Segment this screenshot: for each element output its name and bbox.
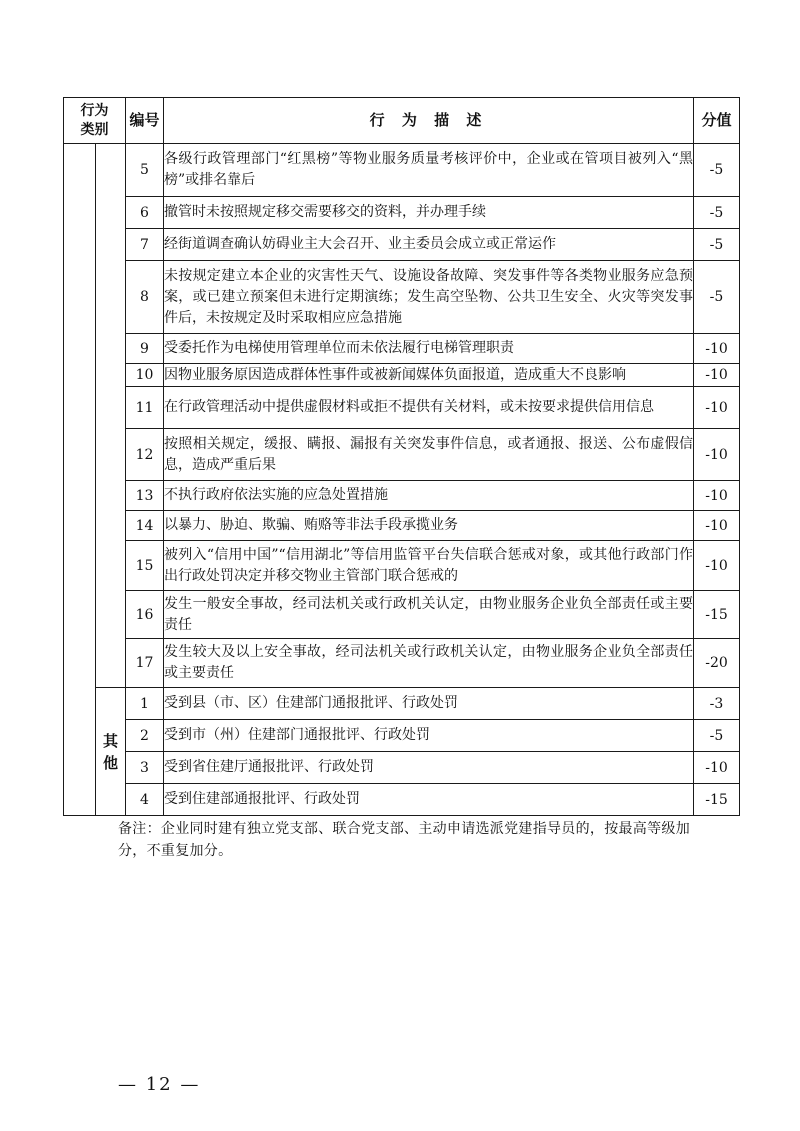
row-description: 被列入“信用中国”“信用湖北”等信用监管平台失信联合惩戒对象，或其他行政部门作出行政处罚决定并移交物业主管部门联合惩戒的	[164, 541, 694, 591]
behavior-score-table	[63, 97, 740, 816]
table-row	[64, 752, 740, 784]
row-description: 撤管时未按照规定移交需要移交的资料，并办理手续	[164, 197, 694, 229]
row-description: 发生一般安全事故，经司法机关或行政机关认定，由物业服务企业负全部责任或主要责任	[164, 591, 694, 639]
row-score: -10	[694, 541, 740, 591]
row-score: -5	[694, 261, 740, 334]
row-number: 15	[126, 541, 164, 591]
table-row	[64, 229, 740, 261]
table-body	[64, 144, 740, 816]
row-number: 9	[126, 334, 164, 364]
header-score: 分值	[694, 98, 740, 144]
category-cell-inner	[96, 144, 126, 688]
table-row	[64, 511, 740, 541]
row-score: -15	[694, 591, 740, 639]
row-description: 按照相关规定，缓报、瞒报、漏报有关突发事件信息，或者通报、报送、公布虚假信息，造成严重后果	[164, 429, 694, 481]
row-number: 12	[126, 429, 164, 481]
row-description: 受到市（州）住建部门通报批评、行政处罚	[164, 720, 694, 752]
header-description: 行 为 描 述	[164, 98, 694, 144]
row-description: 受委托作为电梯使用管理单位而未依法履行电梯管理职责	[164, 334, 694, 364]
row-description: 受到住建部通报批评、行政处罚	[164, 784, 694, 816]
table-row	[64, 639, 740, 688]
row-score: -10	[694, 364, 740, 387]
row-score: -10	[694, 429, 740, 481]
page-number: — 12 —	[118, 1074, 201, 1095]
table-header-row	[64, 98, 740, 144]
row-score: -20	[694, 639, 740, 688]
row-number: 2	[126, 720, 164, 752]
row-description: 受到省住建厅通报批评、行政处罚	[164, 752, 694, 784]
table-row	[64, 334, 740, 364]
table-row	[64, 261, 740, 334]
table-row	[64, 784, 740, 816]
row-description: 各级行政管理部门“红黑榜”等物业服务质量考核评价中，企业或在管项目被列入“黑榜”或排名靠后	[164, 144, 694, 197]
header-category: 行为 类别	[64, 98, 126, 144]
row-number: 16	[126, 591, 164, 639]
row-score: -10	[694, 511, 740, 541]
table-row	[64, 197, 740, 229]
row-score: -10	[694, 387, 740, 429]
row-description: 受到县（市、区）住建部门通报批评、行政处罚	[164, 688, 694, 720]
row-score: -5	[694, 144, 740, 197]
row-score: -10	[694, 752, 740, 784]
table-row	[64, 720, 740, 752]
row-score: -5	[694, 229, 740, 261]
table-row	[64, 364, 740, 387]
row-number: 5	[126, 144, 164, 197]
row-description: 未按规定建立本企业的灾害性天气、设施设备故障、突发事件等各类物业服务应急预案，或已建立预案但未进行定期演练；发生高空坠物、公共卫生安全、火灾等突发事件后，未按规定及时采取相应应急措施	[164, 261, 694, 334]
row-score: -15	[694, 784, 740, 816]
table-row	[64, 429, 740, 481]
category-other	[96, 688, 126, 816]
row-number: 8	[126, 261, 164, 334]
table-row	[64, 591, 740, 639]
table-row	[64, 688, 740, 720]
table-row	[64, 144, 740, 197]
table-note: 备注：企业同时建有独立党支部、联合党支部、主动申请选派党建指导员的，按最高等级加分，不重复加分。	[118, 821, 690, 859]
row-number: 14	[126, 511, 164, 541]
row-number: 6	[126, 197, 164, 229]
row-description: 以暴力、胁迫、欺骗、贿赂等非法手段承揽业务	[164, 511, 694, 541]
row-description: 在行政管理活动中提供虚假材料或拒不提供有关材料，或未按要求提供信用信息	[164, 387, 694, 429]
table-row	[64, 481, 740, 511]
row-number: 11	[126, 387, 164, 429]
table-row	[64, 387, 740, 429]
row-number: 17	[126, 639, 164, 688]
row-number: 3	[126, 752, 164, 784]
category-other-label: 其 他	[102, 731, 118, 772]
row-score: -10	[694, 334, 740, 364]
row-number: 7	[126, 229, 164, 261]
row-description: 发生较大及以上安全事故，经司法机关或行政机关认定，由物业服务企业负全部责任或主要责任	[164, 639, 694, 688]
row-description: 因物业服务原因造成群体性事件或被新闻媒体负面报道，造成重大不良影响	[164, 364, 694, 387]
row-description: 不执行政府依法实施的应急处置措施	[164, 481, 694, 511]
row-description: 经街道调查确认妨碍业主大会召开、业主委员会成立或正常运作	[164, 229, 694, 261]
row-number: 13	[126, 481, 164, 511]
row-number: 1	[126, 688, 164, 720]
row-score: -10	[694, 481, 740, 511]
row-score: -3	[694, 688, 740, 720]
row-number: 4	[126, 784, 164, 816]
row-number: 10	[126, 364, 164, 387]
header-number: 编号	[126, 98, 164, 144]
table-row	[64, 541, 740, 591]
row-score: -5	[694, 197, 740, 229]
category-cell-outer	[64, 144, 96, 816]
row-score: -5	[694, 720, 740, 752]
